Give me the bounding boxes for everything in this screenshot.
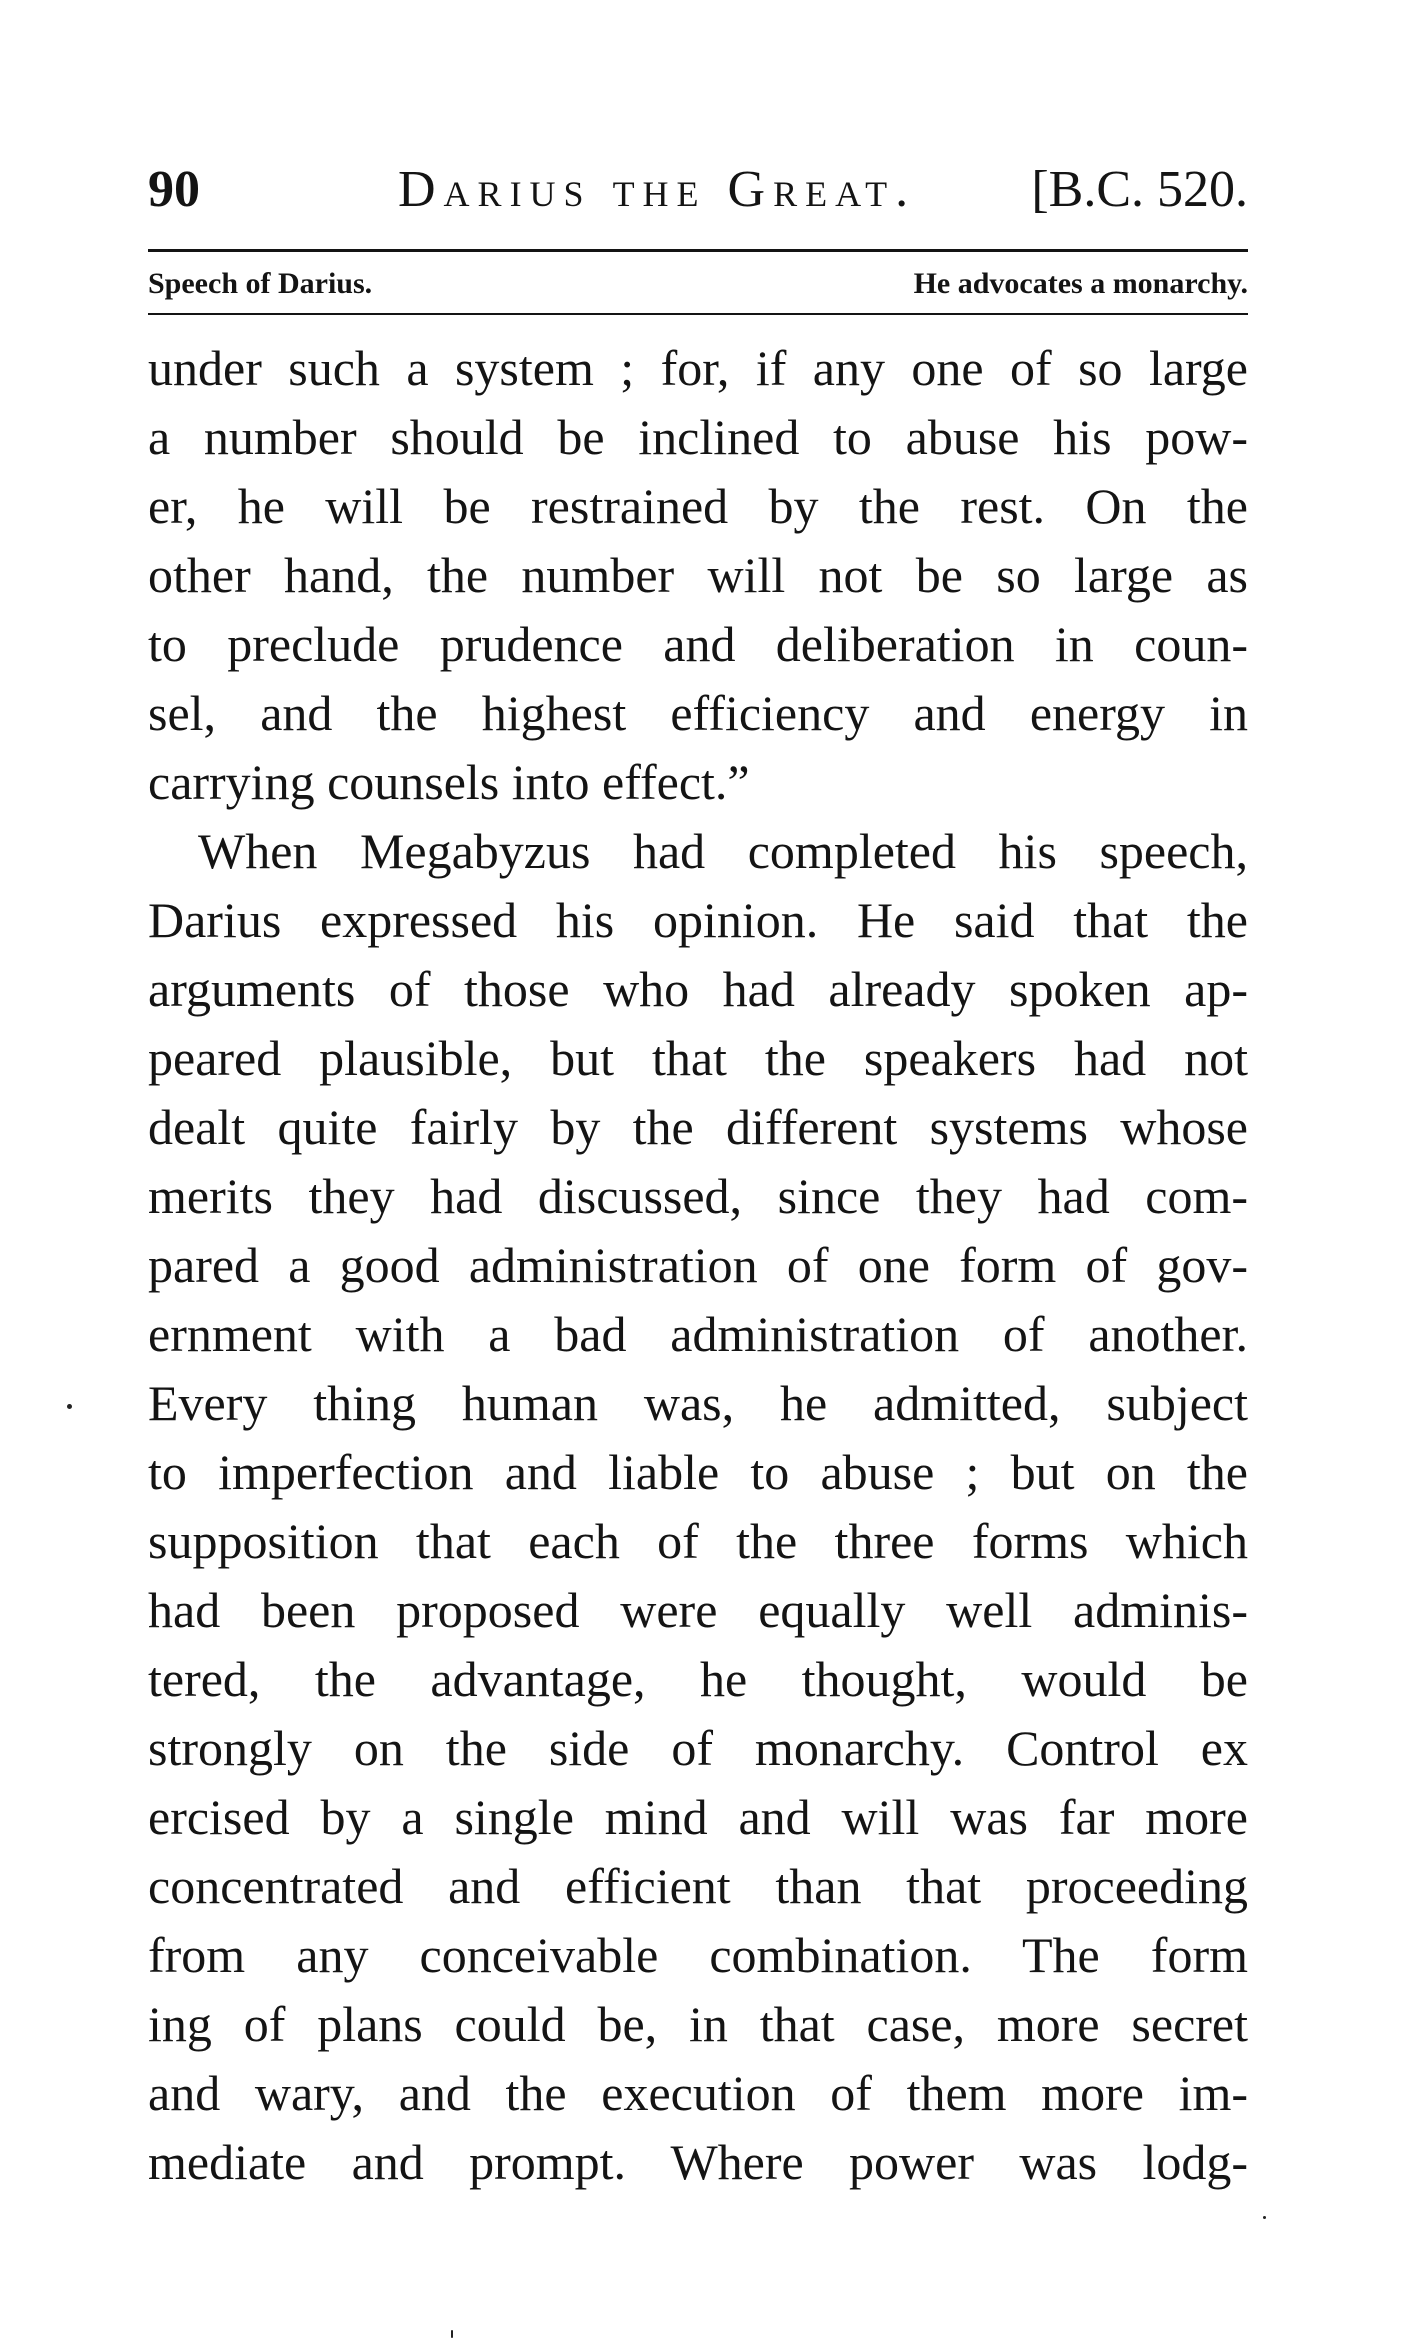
text-line: and wary, and the execution of them more im-: [148, 2065, 1248, 2121]
text-line: to preclude prudence and deliberation in coun-: [148, 616, 1248, 672]
text-line: mediate and prompt. Where power was lodg-: [148, 2134, 1248, 2190]
header-rule-top: [148, 249, 1248, 252]
text-line: supposition that each of the three forms which: [148, 1513, 1248, 1569]
text-line: sel, and the highest efficiency and energy in: [148, 685, 1248, 741]
date-reference: [B.C. 520.: [1031, 161, 1248, 218]
text-line: ing of plans could be, in that case, more secret: [148, 1996, 1248, 2052]
text-line: tered, the advantage, he thought, would be: [148, 1651, 1248, 1707]
text-line: er, he will be restrained by the rest. On the: [148, 478, 1248, 534]
text-line: ernment with a bad administration of another.: [148, 1306, 1248, 1362]
text-line: peared plausible, but that the speakers had not: [148, 1030, 1248, 1086]
running-title: Darius the Great.: [398, 161, 917, 218]
text-line: When Megabyzus had completed his speech,: [198, 823, 1248, 879]
subhead-right: He advocates a monarchy.: [913, 267, 1248, 300]
running-head: [148, 160, 1248, 230]
print-speck: [1263, 2216, 1266, 2219]
text-line: strongly on the side of monarchy. Control ex: [148, 1720, 1248, 1776]
text-line: to imperfection and liable to abuse ; but on the: [148, 1444, 1248, 1500]
text-line: carrying counsels into effect.”: [148, 754, 750, 810]
page-number: 90: [148, 161, 200, 218]
text-line: other hand, the number will not be so large as: [148, 547, 1248, 603]
print-speck: [67, 1404, 72, 1409]
text-line: under such a system ; for, if any one of so large: [148, 340, 1248, 396]
text-line: dealt quite fairly by the different systems whose: [148, 1099, 1248, 1155]
text-line: pared a good administration of one form of gov-: [148, 1237, 1248, 1293]
text-line: from any conceivable combination. The form: [148, 1927, 1248, 1983]
body-text: [148, 334, 1248, 2234]
marginal-subheads: [148, 262, 1248, 306]
text-line: had been proposed were equally well adminis-: [148, 1582, 1248, 1638]
text-line: arguments of those who had already spoken ap-: [148, 961, 1248, 1017]
subhead-left: Speech of Darius.: [148, 267, 373, 300]
header-rule-bottom: [148, 313, 1248, 315]
text-line: ercised by a single mind and will was far more: [148, 1789, 1248, 1845]
text-line: Darius expressed his opinion. He said that the: [148, 892, 1248, 948]
print-speck: [451, 2330, 453, 2338]
text-line: Every thing human was, he admitted, subject: [148, 1375, 1248, 1431]
text-line: merits they had discussed, since they had com-: [148, 1168, 1248, 1224]
text-line: concentrated and efficient than that proceeding: [148, 1858, 1248, 1914]
text-line: a number should be inclined to abuse his pow-: [148, 409, 1248, 465]
